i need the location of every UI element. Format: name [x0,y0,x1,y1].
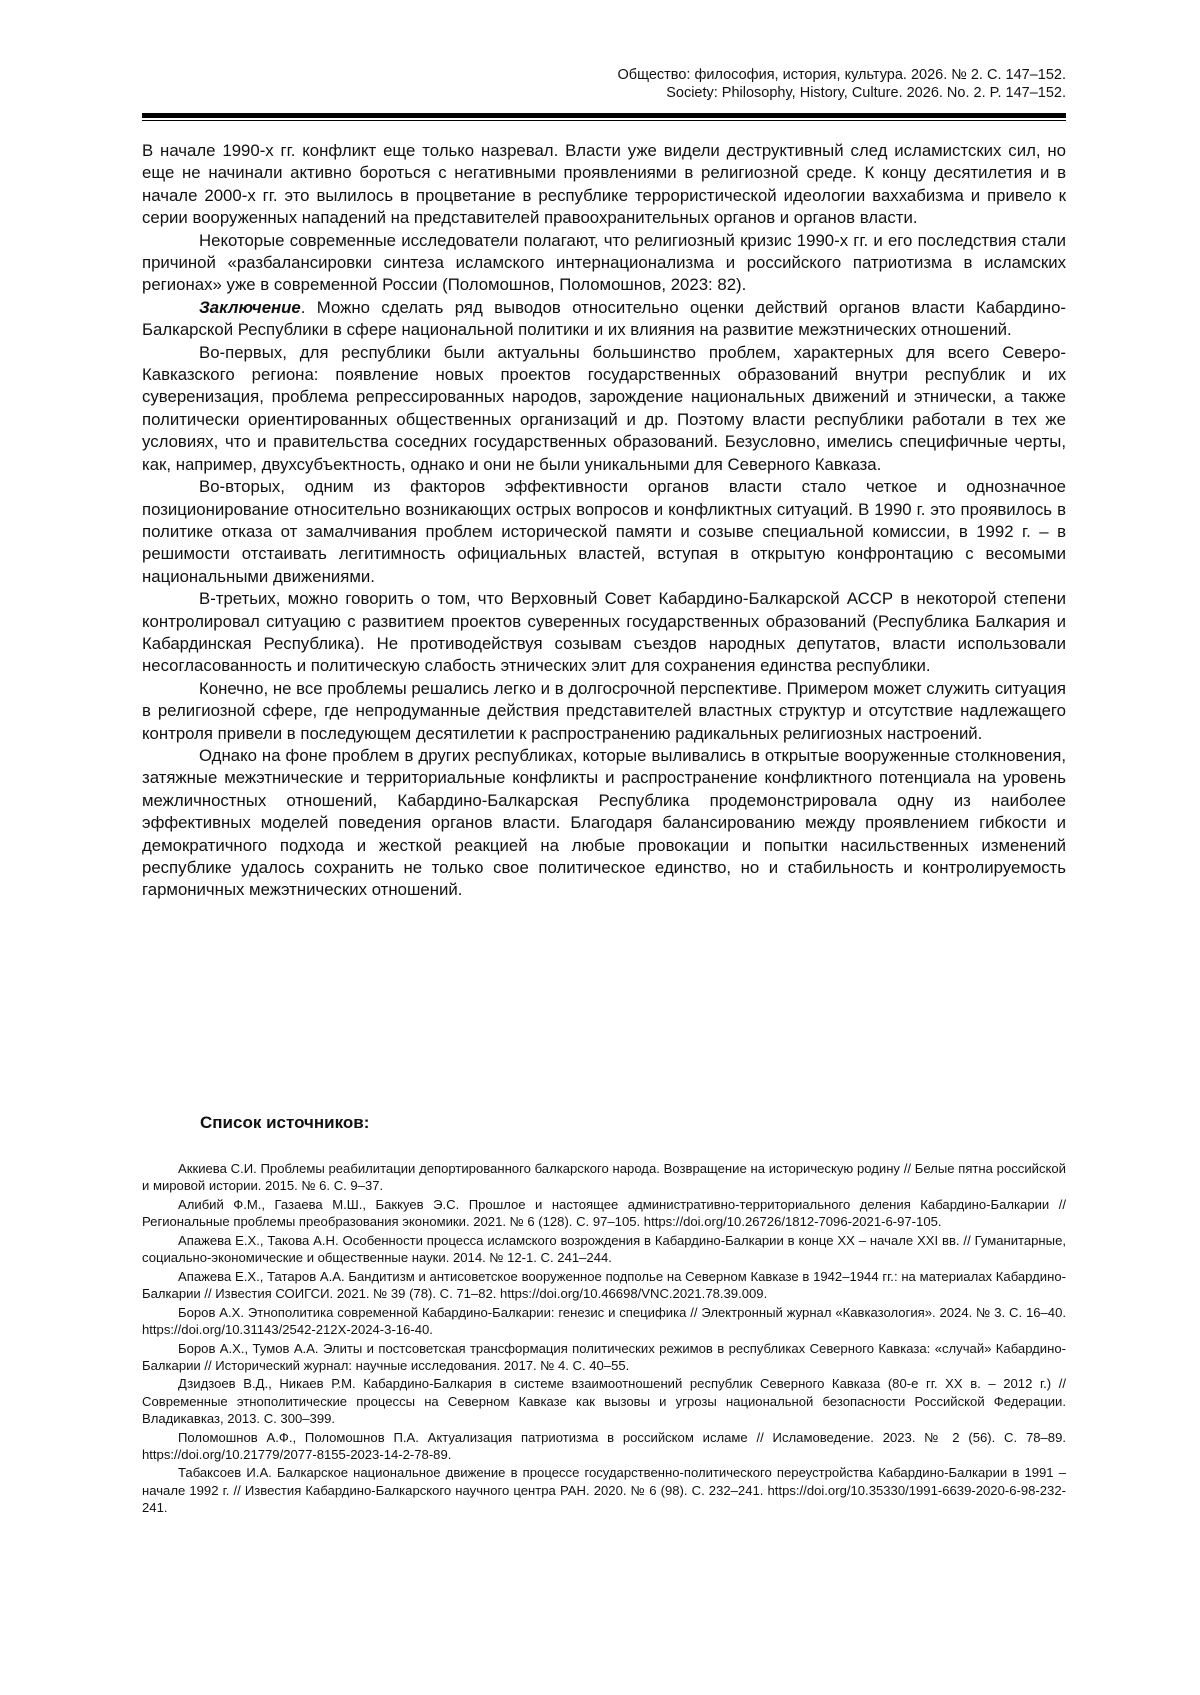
running-header [266,66,1066,102]
header-rule [142,113,1066,118]
paragraph: Во-первых, для республики были актуальны большинство проблем, характерных для всего Северо-Кавказского региона: появление новых проектов государственных образований внутри республик и их суверенизация, проблема репрессированных народов, зарождение национальных движений и этнически, а также политически ориентированных общественных организаций и др. Поэтому власти республики работали в тех же условиях, что и правительства соседних государственных образований. Безусловно, имелись специфичные черты, как, например, двухсубъектность, однако и они не были уникальными для Северного Кавказа. [142,342,1066,474]
reference-item: Алибий Ф.М., Газаева М.Ш., Баккуев Э.С. Прошлое и настоящее административно-территориального деления Кабардино-Балкарии // Региональные проблемы преобразования экономики. 2021. № 6 (128). С. 97–105. https://doi.org/10.26726/1812-7096-2021-6-97-105. [142,1196,1066,1230]
reference-item: Апажева Е.Х., Такова А.Н. Особенности процесса исламского возрождения в Кабардино-Балкарии в конце XX – начале XXI вв. // Гуманитарные, социально-экономические и общественные науки. 2014. № 12-1. С. 241–244. [142,1232,1066,1266]
paragraph: Некоторые современные исследователи полагают, что религиозный кризис 1990-х гг. и его последствия стали причиной «разбалансировки синтеза исламского интернационализма и российского патриотизма в исламских регионах» уже в современной России (Поломошнов, Поломошнов, 2023: 82). [142,230,1066,295]
reference-item: Поломошнов А.Ф., Поломошнов П.А. Актуализация патриотизма в российском исламе // Исламоведение. 2023. № 2 (56). С. 78–89. https://doi.org/10.21779/2077-8155-2023-14-2-78-89. [142,1429,1066,1462]
reference-item: Аккиева С.И. Проблемы реабилитации депортированного балкарского народа. Возвращение на историческую родину // Белые пятна российской и мировой истории. 2015. № 6. С. 9–37. [142,1161,1066,1194]
paragraph: Во-вторых, одним из факторов эффективности органов власти стало четкое и однозначное позиционирование относительно возникающих острых вопросов и конфликтных ситуаций. В 1990 г. это проявилось в политике отказа от замалчивания проблем исторической памяти и созыве специальной комиссии, в 1992 г. – в решимости отстаивать легитимность официальных властей, вступая в открытую конфронтацию с весомыми национальными движениями. [142,477,1066,586]
paragraph: Конечно, не все проблемы решались легко и в долгосрочной перспективе. Примером может служить ситуация в религиозной сфере, где непродуманные действия представителей властных структур и отсутствие надлежащего контроля привели в последующем десятилетии к распространению радикальных религиозных настроений. [142,678,1066,743]
references-title: Список источников: [200,1113,370,1132]
reference-item: Боров А.Х., Тумов А.А. Элиты и постсоветская трансформация политических режимов в республиках Северного Кавказа: «случай» Кабардино-Балкарии // Исторический журнал: научные исследования. 2017. № 4. С. 40–55. [142,1340,1066,1373]
reference-item: Дзидзоев В.Д., Никаев Р.М. Кабардино-Балкария в системе взаимоотношений республик Северного Кавказа (80-е гг. XX в. – 2012 г.) // Современные этнополитические процессы на Северном Кавказе как вызовы и угрозы национальной безопасности Российской Федерации. Владикавказ, 2013. С. 300–399. [142,1376,1066,1426]
header-citation-ru: Общество: философия, история, культура. 2026. № 2. С. 147–152. [617,67,1066,83]
reference-item: Табаксоев И.А. Балкарское национальное движение в процессе государственно-политического переустройства Кабардино-Балкарии в 1991 – начале 1992 г. // Известия Кабардино-Балкарского научного центра РАН. 2020. № 6 (98). С. 232–241. https://doi.org/10.35330/1991-6639-2020-6-98-232-241. [142,1465,1066,1515]
references-list [142,1160,1066,1518]
reference-item: Боров А.Х. Этнополитика современной Кабардино-Балкарии: генезис и специфика // Электронный журнал «Кавказология». 2024. № 3. С. 16–40. https://doi.org/10.31143/2542-212X-2024-3-16-40. [142,1304,1066,1337]
conclusion-heading: Заключение [199,297,301,317]
reference-item: Апажева Е.Х., Татаров А.А. Бандитизм и антисоветское вооруженное подполье на Северном Кавказе в 1942–1944 гг.: на материалах Кабардино-Балкарии // Известия СОИГСИ. 2021. № 39 (78). С. 71–82. https://doi.org/10.46698/VNC.2021.78.39.009. [142,1268,1066,1301]
conclusion-paragraph [142,297,1066,342]
paragraph: В-третьих, можно говорить о том, что Верховный Совет Кабардино-Балкарской АССР в некоторой степени контролировал ситуацию с развитием проектов суверенных государственных образований (Республика Балкария и Кабардинская Республика). Не противодействуя созывам съездов народных депутатов, власти использовали несогласованность и политическую слабость этнических элит для сохранения единства республики. [142,589,1066,676]
paragraph: Однако на фоне проблем в других республиках, которые выливались в открытые вооруженные столкновения, затяжные межэтнические и территориальные конфликты и распространение конфликтного потенциала на уровень межличностных отношений, Кабардино-Балкарская Республика продемонстрировала одну из наиболее эффективных моделей поведения органов власти. Благодаря балансированию между проявлением гибкости и демократичного подхода и жесткой реакцией на любые провокации и попытки насильственных изменений республике удалось сохранить не только свое политическое единство, но и стабильность и контролируемость гармоничных межэтнических отношений. [142,745,1066,900]
header-citation-en: Society: Philosophy, History, Culture. 2026. No. 2. P. 147–152. [666,85,1066,101]
paragraph: В начале 1990-х гг. конфликт еще только назревал. Власти уже видели деструктивный след исламистских сил, но еще не начинали активно бороться с негативными проявлениями в религиозной среде. К концу десятилетия и в начале 2000-х гг. это вылилось в процветание в республике террористической идеологии ваххабизма и привело к серии вооруженных нападений на представителей правоохранительных органов и органов власти. [142,141,1066,228]
conclusion-text: . Можно сделать ряд выводов относительно оценки действий органов власти Кабардино-Балкарской Республики в сфере национальной политики и их влияния на развитие межэтнических отношений. [142,297,1066,340]
article-body [142,140,1066,902]
